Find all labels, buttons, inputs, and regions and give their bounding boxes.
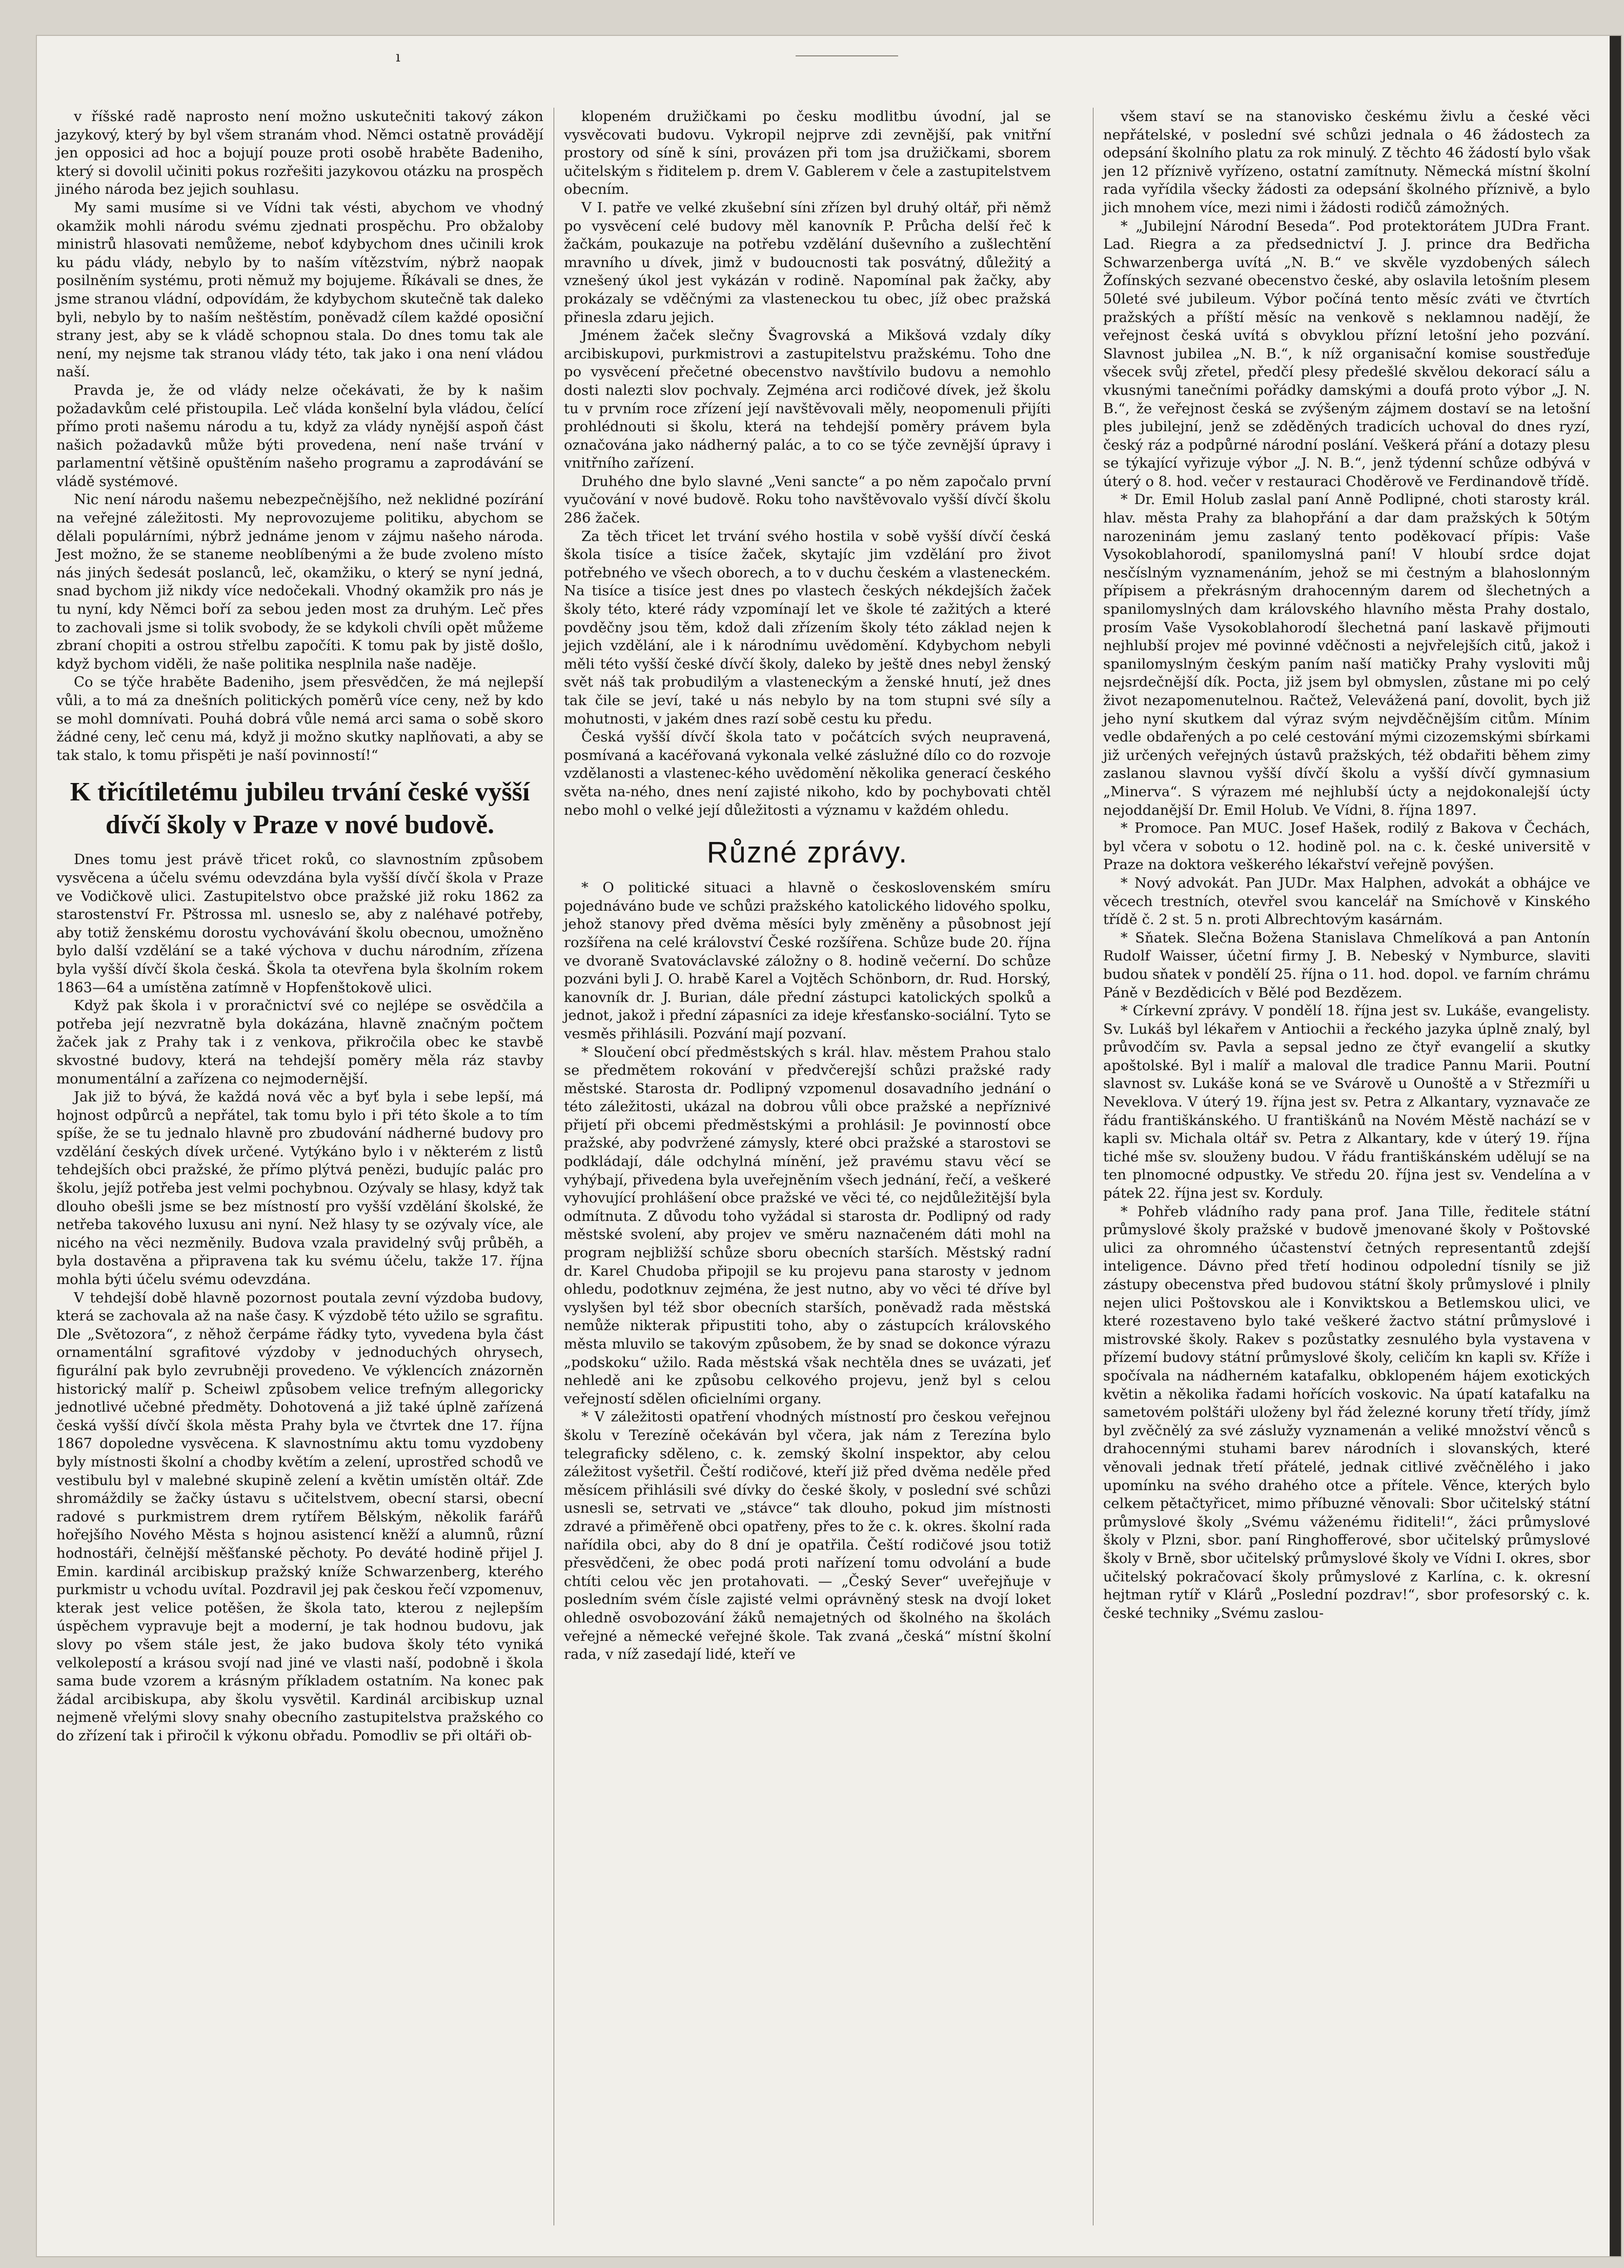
top-rule [796,55,898,56]
paragraph: Pravda je, že od vlády nelze očekávati, že by k našim požadavkům celé přistoupila. Leč vláda konšelní byla vládou, čelící přímo proti našemu národu a tu, když za vlády nynější aspoň část našich požadavků může býti provedena, není naše trvání v parlamentní většině opuštěním našeho programu a zaprodávání se vládě systémové. [56,382,543,490]
paragraph: * „Jubilejní Národní Beseda“. Pod protektorátem JUDra Frant. Lad. Riegra a za předsednictví J. J. prince dra Bedřicha Schwarzenberga uvítá „N. B.“ ve skvěle vyzdobených sálech Žofínských sezvané obecenstvo české, aby oslavila letošním plesem 50leté své jubileum. Výbor počíná tento měsíc zváti ve čtvrtích pražských a příští měsíc na venkově s neklamnou nadějí, že veřejnost česká uvítá s obvyklou přízní letošní jeho pozvání. Slavnost jubilea „N. B.“, k níž organisační komise soustřeďuje všecek svůj zřetel, předčí plesy předešlé skvělou dekorací sálu a vkusnými tanečními pořádky damskými a doufá proto výbor „J. N. B.“, že veřejnost česká se zvýšeným zájmem dostaví se na letošní ples jubilejní, jenž se zděděných tradicích uchoval do dnes ryzí, český ráz a podpůrné národní poslání. Veškerá přání a dotazy plesu se týkající vyřizuje výbor „J. N. B.“, jenž týdenní schůze odbývá v úterý o 8. hod. večer v restauraci Choděrově ve Ferdinandově třídě. [1103,217,1590,490]
paragraph: Jménem žaček slečny Švagrovská a Mikšová vzdaly díky arcibiskupovi, purkmistrovi a zastupitelstvu pražskému. Toho dne po vysvěcení přečetné obecenstvo navštívilo budovu a nemohlo dosti nalezti slov pochvaly. Zejména arci rodičové dívek, jež školu tu v prvním roce zřízení její navštěvovali měly, neopomenuli přijíti prohlédnouti si školu, která na tehdejší poměry právem byla označována jako nádherný palác, a to co se týče zevnější úpravy i vnitřního zařízení. [564,327,1051,472]
paragraph: * O politické situaci a hlavně o československém smíru pojednáváno bude ve schůzi pražského katolického lidového spolku, jehož stanovy před dvěma měsíci byly změněny a působnost její rozšířena na celé království České rozšířena. Schůze bude 20. října ve dvoraně Svatováclavské záložny o 8. hodině večerní. Do schůze pozváni byli J. O. hrabě Karel a Vojtěch Schönborn, dr. Rud. Horský, kanovník dr. J. Burian, dále přední zástupci katolických spolků a jednot, jakož i přední zápasníci za ideje křesťansko-sociální. Tyto se vesměs přihlásili. Pozvání mají pozvaní. [564,879,1051,1042]
newspaper-page [37,36,1621,2256]
paragraph: Česká vyšší dívčí škola tato v počátcích svých neupravená, posmívaná a kacéřovaná vykonala velké záslužné dílo co do rozvoje vzdělanosti a vlastenec-kého uvědomění několika generací českého světa na-ného, dnes není zajisté nikoho, kdo by pochybovati chtěl nebo mohl o velké její důležitosti a významu v každém ohledu. [564,729,1051,818]
section-header: Různé zprávy. [706,836,908,870]
paragraph: * Pohřeb vládního rady pana prof. Jana Tille, ředitele státní průmyslové školy pražské v budově jmenované školy v Poštovské ulici za ohromného účastenství četných representantů zdejší inteligence. Dávno před třetí hodinou odpolední tísnily se již zástupy obecenstva před budovou státní školy průmyslové i plnily nejen ulici Poštovskou ale i Konviktskou a Betlemskou ulici, ve které rozestaveno bylo také veškeré žactvo státní průmyslové i mistrovské školy. Rakev s pozůstatky zesnulého byla vystavena v přízemí budovy státní průmyslové školy, celičím kn kapli sv. Kříže i spočívala na nádherném katafalku, obklopeném hájem exotických květin a několika řadami hořících voskovic. Na úpatí katafalku na sametovém polštáři uloženy byl řád železné koruny třetí třídy, jímž byl zvěčnělý za své záslužy vyznamenán a veliké množství věnců s drahocennými stuhami barev národních i slovanských, které věnovali jednak třetí přátelé, jednak citlivé zvěčnělého i jako upomínku na svého drahého otce a přítele. Věnce, kterých bylo celkem pětačtyřicet, mimo příbuzné věnovali: Sbor učitelský státní průmyslové školy „Svému váženému řiditeli!“, žáci průmyslové školy v Plzni, sbor. paní Ringhofferové, sbor učitelský průmyslové školy v Brně, sbor učitelský průmyslové školy ve Vídni I. okres, sbor učitelský pokračovací školy průmyslové z Karlína, c. k. okresní hejtman rytíř v Klárů „Poslední pozdrav!“, sbor profesorský c. k. české techniky „Svému zaslou- [1103,1203,1590,1621]
paragraph: * Sňatek. Slečna Božena Stanislava Chmelíková a pan Antonín Rudolf Waisser, účetní firmy J. B. Nebeský v Nymburce, slaviti budou sňatek v pondělí 25. října o 11. hod. dopol. ve farním chrámu Páně v Bezdědicích v Bělé pod Bezdězem. [1103,929,1590,1001]
paragraph: v říšské radě naprosto není možno uskutečniti takový zákon jazykový, který by byl všem stranám vhod. Němci ostatně provádějí jen opposici ad hoc a bojují pouze proti osobě hraběte Badeniho, který si dovolil učiniti pokus rozřešiti jazykovou otázku na prospěch jiného národa bez jejich souhlasu. [56,108,543,198]
paragraph: V I. patře ve velké zkušební síni zřízen byl druhý oltář, při němž po vysvěcení celé budovy měl kanovník P. Průcha delší řeč k žačkám, poukazuje na potřebu vzdělání duševního a zušlechtění mravního u dívek, jimž v budoucnosti tak posvátný, důležitý a vznešený úkol jest vykázán v rodině. Napomínal pak žačky, aby prokázaly se vděčnými za vlasteneckou tu obec, jíž obec pražská přinesla zdaru jejich. [564,199,1051,326]
article-headline: K třicítiletému jubileu trvání české vyšší dívčí školy v Praze v nové budově. [70,777,530,840]
paragraph: klopeném družičkami po česku modlitbu úvodní, jal se vysvěcovati budovu. Vykropil nejprve zdi zevnější, pak vnitřní prostory od síně k síni, provázen při tom jsa družičkami, sborem učitelským s řiditelem p. drem V. Gablerem v čele a zastupitelstvem obecním. [564,108,1051,198]
paragraph: Když pak škola i v proračnictví své co nejlépe se osvědčila a potřeba její nezvratně byla dokázána, hlavně značným počtem žaček jak z Prahy tak i z venkova, přikročila obec ke stavbě skvostné budovy, která na tehdejší poměry měla ráz stavby monumentální a zařízena co nejmodernější. [56,997,543,1087]
top-mark: ı [396,48,400,65]
paragraph: Nic není národu našemu nebezpečnějšího, než neklidné pozírání na veřejné záležitosti. My neprovozujeme politiku, abychom se dělali populárními, nýbrž jednáme jenom v zájmu našeho národa. Jest možno, že se staneme neoblíbenými a že bude zvoleno místo nás jiných šedesát poslanců, leč, okamžiku, o který se nyní jedná, snad bychom již nikdy více nedočekali. Vhodný okamžik pro nás je tu nyní, kdy Němci boří za sebou jeden most za druhým. Leč přes to zachovali jsme si tolik svobody, že se kdykoli chvíli opět můžeme zbraní chopiti a ostrou střelbu započíti. K tomu pak by jistě došlo, když bychom viděli, že naše politika nesplnila naše naděje. [56,491,543,672]
paragraph: * Nový advokát. Pan JUDr. Max Halphen, advokát a obhájce ve věcech trestních, otevřel svou kancelář na Smíchově v Kinského třídě č. 2 st. 5 n. proti Albrechtovým kasárnám. [1103,874,1590,928]
paragraph: V tehdejší době hlavně pozornost poutala zevní výzdoba budovy, která se zachovala až na naše časy. K výzdobě této užilo se sgrafitu. Dle „Světozora“, z něhož čerpáme řádky tyto, vyvedena byla část ornamentální sgrafitové výzdoby v jednoduchých ohrysech, figurální pak bylo zevrubněji provedeno. Ve výklencích znázorněn historický malíř p. Scheiwl způsobem velice trefným allegoricky jednotlivé učebné předměty. Dohotovená a již také úplně zařízená česká vyšší dívčí škola města Prahy byla ve čtvrtek dne 17. října 1867 dopoledne vysvěcena. K slavnostnímu aktu tomu vyzdobeny byly místnosti školní a chodby květím a zelení, uprostřed schodů ve vestibulu byl v malebné skupině zelení a květin umístěn oltář. Zde shromáždily se žačky ústavu s učitelstvem, obecní starsi, obecní radové s purkmistrem drem rytířem Bělským, několik farářů hořejšího Nového Města s hojnou asistencí kněží a alumnů, různí hodnostáři, čelnější měšťanské pěchoty. Po deváté hodině přijel J. Emin. kardinál arcibiskup pražský kníže Schwarzenberg, kterého purkmistr u vchodu uvítal. Pozdravil jej pak českou řečí vzpomenuv, kterak jest velice potěšen, že škola tato, kterou z nejlepším úspěchem vypravuje bejt a moderní, je tak hodnou budovu, jak slovy po všem stále jest, že jako budova školy této vyniká velkolepostí a krásou svojí nad jiné ve vlasti naší, podobně i škola sama bude vzorem a krásným příkladem ostatním. Na konec pak žádal arcibiskupa, aby školu vysvětil. Kardinál arcibiskup uznal nejmeně vřelými slovy snahy obecního zastupitelstva pražského co do zřízení tak i přiročil k výkonu obřadu. Pomodliv se při oltáři ob- [56,1289,543,1744]
column-2 [564,108,1051,1664]
paragraph: Za těch třicet let trvání svého hostila v sobě vyšší dívčí česká škola tisíce a tisíce žaček, skytajíc jim vzdělání pro život potřebného ve všech oborech, a to v duchu českém a vlasteneckém. Na tisíce a tisíce jest dnes po vlastech českých nékdejších žaček školy této, které rády vzpomínají let ve škole té zažitých a které povděčny jsou těm, kdož dali zřízením školy této základ nejen k jejich vzdělání, ale i k národnímu uvědomění. Kdybychom nebyli měli této vyšší české dívčí školy, dalekо by ještě dnes nebyl ženský svět náš tak probudilým a vlasteneckým a ženské hnutí, jež dnes tak čile se jeví, také u nás nebylo by na tom stupni své síly a mohutnosti, v jakém dnes razí sobě cestu ku předu. [564,528,1051,727]
column-3 [1103,108,1590,1622]
top-marks [57,48,1595,79]
paragraph: * Církevní zprávy. V pondělí 18. října jest sv. Lukáše, evangelisty. Sv. Lukáš byl lékařem v Antiochii a řeckého jazyka úplně znalý, byl průvodčím sv. Pavla a sepsal jedno ze čtyř evangelií a skutky apoštolské. Byl i malíř a maloval dle tradice Pannu Marii. Poutní slavnost sv. Lukáše koná se ve Svárově u Ounoště a v Střezmíři u Neveklova. V úterý 19. října jest sv. Petra z Alkantary, vyznavače ze řádu františkánského. U františkánů na Novém Městě nachází se v kapli sv. Michala oltář sv. Petra z Alkantary, kde v úterý 19. října tiché mše sv. slouženy budou. V řádu františkánském udělují se na ten plnomocné odpustky. Ve středu 20. října jest sv. Vendelína a v pátek 22. října jest sv. Korduly. [1103,1002,1590,1202]
paragraph: * V záležitosti opatření vhodných místností pro českou veřejnou školu v Terezíně očekáván byl včera, jak nám z Terezína bylo telegraficky sděleno, c. k. zemský školní inspektor, aby celou záležitost vyšetřil. Čeští rodičové, kteří již před dvěma neděle před měsícem přihlásili své dívky do české školy, v poslední své schůzi usnesli se, setrvati ve „stávce“ tak dlouho, pokud jim místnosti zdravé a přiměřeně obci opatřeny, přes to že c. k. okres. školní rada nařídila obci, aby do 8 dní je opatřila. Čeští rodičové jsou totiž přesvědčeni, že obec podá proti nařízení tomu odvolání a bude chtíti celou věc jen protahovati. — „Český Sever“ uveřejňuje v posledním svém čísle zajisté velmi oprávněný stesk na dvojí loket ohledně osvobozování žáků nemajetných od školného na školách veřejné a německé veřejné škole. Tak zvaná „česká“ místní školní rada, v níž zasedají lidé, kteří ve [564,1409,1051,1663]
paragraph: Co se týče hraběte Badeniho, jsem přesvědčen, že má nejlepší vůli, a to má za dnešních politických poměrů více ceny, než by kdo se mohl domnívati. Pouhá dobrá vůle nemá arci sama o sobě skoro žádné ceny, leč cenu má, když ji možno skutky naplňovati, a aby se tak stalo, k tomu přispěti je naší povinností!“ [56,674,543,764]
paragraph: všem staví se na stanovisko českému živlu a české věci nepřátelské, v poslední své schůzi jednala o 46 žádostech za odepsání školního platu za rok minulý. Z těchto 46 žádostí bylo však jen 12 příznivě vyřízeno, ostatní zamítnuty. Německá místní školní rada vyřídila všecky žádosti za odepsání školného příznivě, a bylo jich mnohem více, mezi nimi i žádosti rodičů zámožných. [1103,108,1590,216]
paragraph: Dnes tomu jest právě třicet roků, co slavnostním způsobem vysvěcena a účelu svému odevzdána byla vyšší dívčí škola v Praze ve Vodičkově ulici. Zastupitelstvo obce pražské již roku 1862 za starostenství Fr. Pštrossa ml. usneslo se, aby z naléhavé potřeby, aby totiž ženskému dorostu vychovávání školu obecnou, umožněno bylo další vzdělání se a také výchova v duchu národním, zřízena byla vyšší dívčí škola česká. Škola ta otevřena byla školním rokem 1863—64 a umístěna zatímně v Hopfenštokově ulici. [56,851,543,996]
column-1 [56,108,543,1745]
page-edge-shadow [1610,36,1621,2256]
paragraph: Jak již to bývá, že každá nová věc a byť byla i sebe lepší, má hojnost odpůrců a nepřátel, tak tomu bylo i při této škole a to tím spíše, že se tu jednalo hlavně pro zbudování nádherné budovy pro vzdělání českých dívek určené. Vytýkáno bylo i v některém z listů tehdejších obci pražské, že přímo plýtvá penězi, budujíc palác pro školu, jejíž potřeba jest velmi pochybnou. Ozývaly se hlasy, když tak dlouho obešli jsme se bez místností pro vyšší vzdělání školské, že netřeba takového luxusu ani nyní. Než hlasy ty se ozývaly více, ale nicého na věci nezměnily. Budova vzala pravidelný svůj průběh, a byla dostavěna a připravena tak ku svému účelu, takže 17. října mohla býti účelu svému odevzdána. [56,1089,543,1288]
paragraph: Druhého dne bylo slavné „Veni sancte“ a po něm započalo první vyučování v nové budově. Roku toho navštěvovalo vyšší dívčí školu 286 žaček. [564,473,1051,527]
paragraph: * Sloučení obcí předměstských s král. hlav. městem Prahou stalo se předmětem rokování v předvčerejší schůzi pražské rady městské. Starosta dr. Podlipný vzpomenul dosavadního jednání o této záležitosti, ukázal na dobrou vůli obce pražské a nepříznivé přijetí při obcemi předměstskými a prohlásil: Je povinností obce pražské, aby podvržené zámysly, které obci pražské a starostovi se podkládají, dále odchylná mínění, jež pravému stavu věcí se vyhýbají, přivedena byla uveřejněním všech jednání, řečí, a veškeré vyhovující prohlášení obce pražské ve věci té, co nejdůležitější byla odmítnuta. Z důvodu toho vyžádal si starosta dr. Podlipný od rady městské svolení, aby projev ve směru naznačeném dáti mohl na program nejbližší schůze sboru obecních starších. Městský radní dr. Karel Chudoba připojil se ku projevu pana starosty v jednom ohledu, podotknuv zejména, že jest nutno, aby vo věci té dříve byl vyslyšen byl též sbor obecních starších, poněvadž rada městská nemůže nikterak připustiti toho, aby o zástupcích královského města mluvilo se takovým způsobem, že by snad se dokonce výrazu „podskoku“ užilo. Rada městská však nechtěla dnes se uvázati, jeť nehledě ani ke způsobu celkového projevu, jenž byl s celou veřejností sdělen oficielními organy. [564,1043,1051,1407]
paragraph: * Dr. Emil Holub zaslal paní Anně Podlipné, choti starosty král. hlav. města Prahy za blahopřání a dar dam pražských k 50tým narozeninám jemu zaslaný tento poděkovací přípis: Vaše Vysokoblahorodí, spanilomyslná paní! V hloubí srdce dojat nesčíslným vyznamenáním, jehož se mi čestným a blahoslonným přípisem a překrásným drahocenným darem od šlechetných a spanilomyslných dam královského hlavního města Prahy dostalo, prosím Vaše Vysokoblahorodí šlechetná paní laskavě přijmouti nejhlubší projev mé povinné vděčnosti a nejvřelejších citů, jakož i spanilomyslným českým paním naší matičky Prahy vysloviti můj nejsrdečnější dík. Pocta, již jsem byl obmyslen, zůstane mi po celý život nezapomenutelnou. Račtež, Velevážená paní, dovolit, bych již jeho nyní skutkem dal výraz svým nejvděčnějším citům. Mínim vedle obdařených a po celé cestování mými cizozemskými sbírkami již určených veřejných ústavů pražských, též obdařiti během zimy zaslanou slavnou vyšší dívčí školu a vyšší dívčí gymnasium „Minerva“. S výrazem mé nejhlubší úcty a nejdokonalejší úcty nejoddanější Dr. Emil Holub. Ve Vídni, 8. října 1897. [1103,491,1590,818]
paragraph: * Promoce. Pan MUC. Josef Hašek, rodilý z Bakova v Čechách, byl včera v sobotu o 12. hodině pol. na c. k. české universitě v Praze na doktora veškerého lékařství veřejně povýšen. [1103,820,1590,873]
paragraph: My sami musíme si ve Vídni tak vésti, abychom ve vhodný okamžik mohli národu svému zjednati prospěchu. Pro obžaloby ministrů hlasovati nemůžeme, neboť kdybychom dnes učinili krok ku pádu vlády, nebylo by to naším vítězstvím, nýbrž naopak posilněním systému, proti němuž my bojujeme. Říkávali se dnes, že jsme stranou vládní, odpovídám, že kdybychom skutečně tak daleko byli, nebylo by to naším neštěstím, poněvadž cílem každé oposiční strany jest, aby se k vládě schopnou stala. Do dnes tomu tak ale není, my nejsme tak stranou vlády této, tak jako i ona není vládou naší. [56,199,543,380]
